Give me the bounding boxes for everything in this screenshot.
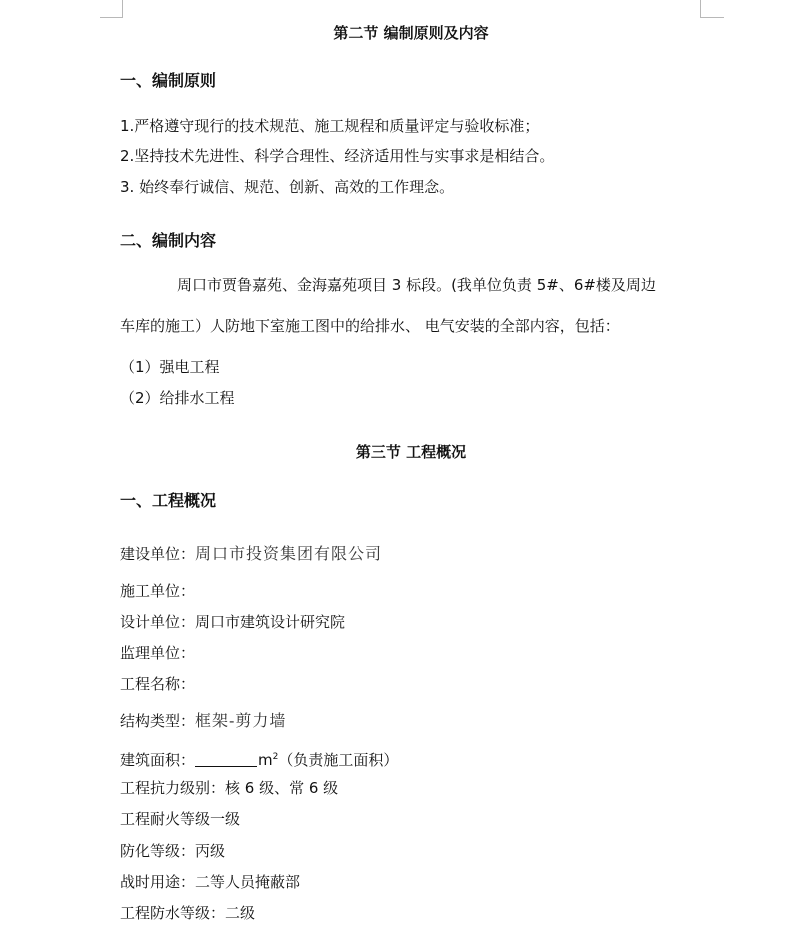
area-field: [120, 747, 398, 770]
principle-item: 2.坚持技术先进性、科学合理性、经济适用性与实事求是相结合。: [120, 147, 555, 165]
field-value: 周口市建筑设计研究院: [195, 613, 346, 631]
crop-mark-top-left: [122, 0, 123, 18]
content-paragraph: 车库的施工）人防地下室施工图中的给排水、 电气安装的全部内容，包括：: [120, 317, 620, 335]
contractor-field: 施工单位：: [120, 582, 196, 600]
field-value: 框架-剪力墙: [195, 711, 287, 730]
designer-field: [120, 612, 345, 632]
chemical-protection-level: 防化等级：丙级: [120, 842, 226, 860]
section-title: 第二节 编制原则及内容: [333, 24, 489, 42]
principles-heading: 一、编制原则: [120, 71, 217, 90]
section-title: 第三节 工程概况: [355, 443, 467, 461]
content-paragraph: 周口市贾鲁嘉苑、金海嘉苑项目 3 标段。(我单位负责 5#、6#楼及周边: [177, 276, 656, 294]
field-label: 结构类型：: [120, 712, 196, 730]
structure-field: [120, 711, 286, 731]
content-item: （2）给排水工程: [120, 389, 235, 407]
area-note: （负责施工面积）: [278, 751, 399, 769]
resistance-level: 工程抗力级别：核 6 级、常 6 级: [120, 779, 339, 797]
crop-mark-top-left: [100, 17, 122, 18]
wartime-use: 战时用途：二等人员掩蔽部: [120, 873, 301, 891]
field-label: 设计单位：: [120, 613, 196, 631]
area-unit: m: [258, 751, 273, 769]
principle-item: 3. 始终奉行诚信、规范、创新、高效的工作理念。: [120, 178, 455, 196]
supervisor-field: 监理单位：: [120, 644, 196, 662]
field-value: 周口市投资集团有限公司: [195, 544, 383, 563]
crop-mark-top-right: [700, 0, 701, 18]
content-item: （1）强电工程: [120, 358, 220, 376]
content-heading: 二、编制内容: [120, 231, 217, 250]
field-label: 建筑面积：: [120, 751, 196, 769]
waterproof-level: 工程防水等级：二级: [120, 904, 256, 922]
crop-mark-top-right: [700, 17, 724, 18]
area-unit-superscript: 2: [272, 752, 279, 762]
project-name-field: 工程名称：: [120, 675, 196, 693]
principle-item: 1.严格遵守现行的技术规范、施工规程和质量评定与验收标准；: [120, 117, 540, 135]
overview-heading: 一、工程概况: [120, 491, 217, 510]
blank-underline: [195, 752, 257, 767]
owner-field: [120, 544, 382, 564]
fire-rating: 工程耐火等级一级: [120, 810, 241, 828]
field-label: 建设单位：: [120, 545, 196, 563]
